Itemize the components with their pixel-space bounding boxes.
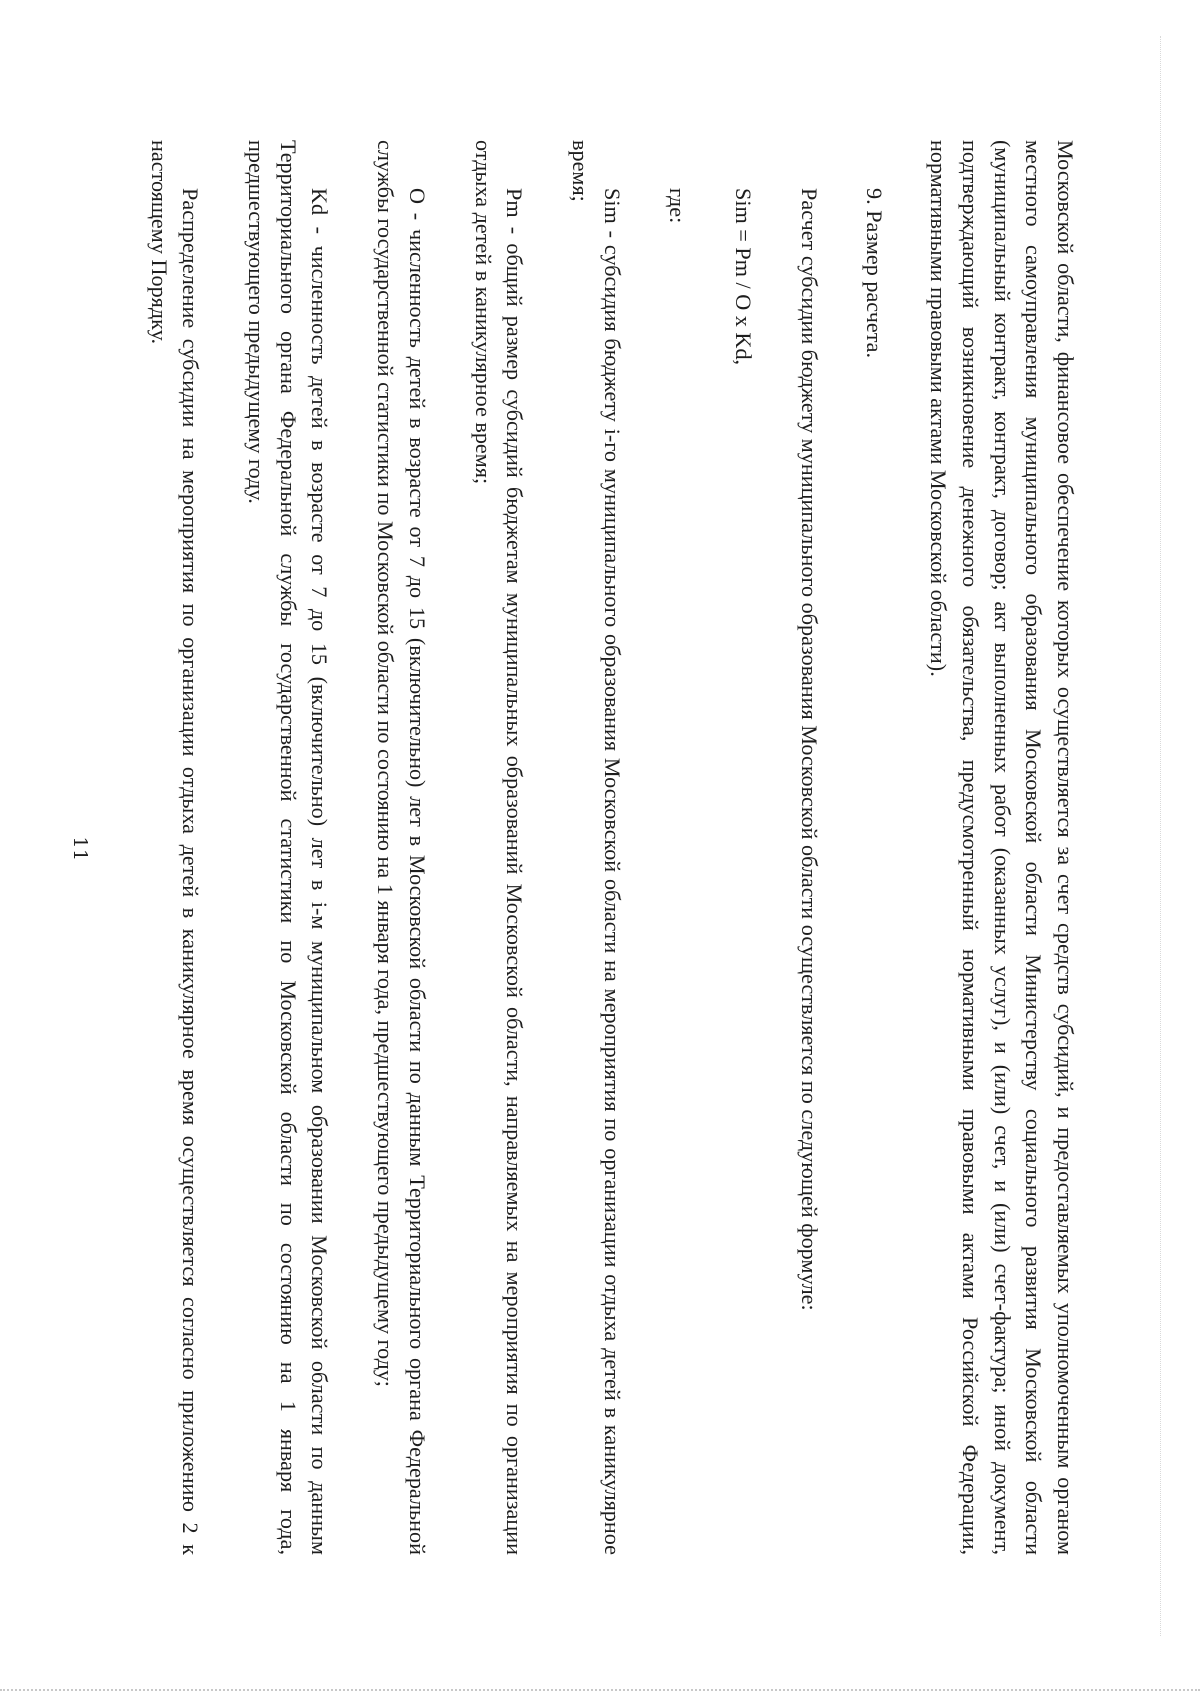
definition-sim: Sim - субсидия бюджету i-го муниципального образования Московской области на мероприятия по организации отдыха детей в каникулярное время; [567,140,625,1555]
distribution-paragraph: Распределение субсидии на мероприятия по организации отдыха детей в каникулярное время осуществляется согласно приложению 2 к настоящему Порядку. [146,140,204,1555]
definition-pm: Pm - общий размер субсидий бюджетам муниципальных образований Московской области, направляемых на мероприятия по организации отдыха детей в каникулярное время; [470,140,528,1555]
document-body [121,140,1081,1555]
formula: Sim = Pm / O x Kd, [731,188,757,366]
where-label: где: [665,188,691,224]
definition-kd: Kd - численность детей в возрасте от 7 до 15 (включительно) лет в i-м муниципальном образовании Московской области по данным Территориального органа Федеральной службы государственной статистики по Московской области по состоянию на 1 января года, предшествующего предыдущему году. [244,140,333,1555]
calculation-intro: Расчет субсидии бюджету муниципального образования Московской области осуществляется по следующей формуле: [796,188,822,1311]
definition-o: O - численность детей в возрасте от 7 до 15 (включительно) лет в Московской области по данным Территориального органа Федеральной службы государственной статистики по Московской области по состоянию на 1 января года, предшествующего предыдущему году; [373,140,430,1555]
section-heading: 9. Размер расчета. [862,188,888,359]
page-number: 11 [69,836,91,862]
paragraph-continuation: Московской области, финансовое обеспечение которых осуществляется за счет средств субсидий, и предоставляемых уполномоченным органом местного самоуправления муниципального образования Московской области Министерству социального развития Московской области (муниципальный контракт, контракт, договор; акт выполненных работ (оказанных услуг), и (или) счет, и (или) счет-фактура; иной документ, подтверждающий возникновение денежного обязательства, предусмотренный нормативными правовыми актами Российской Федерации, нормативными правовыми актами Московской области). [926,140,1078,1555]
scan-margin-line [1160,36,1162,1636]
scan-bottom-edge [0,1689,1200,1691]
